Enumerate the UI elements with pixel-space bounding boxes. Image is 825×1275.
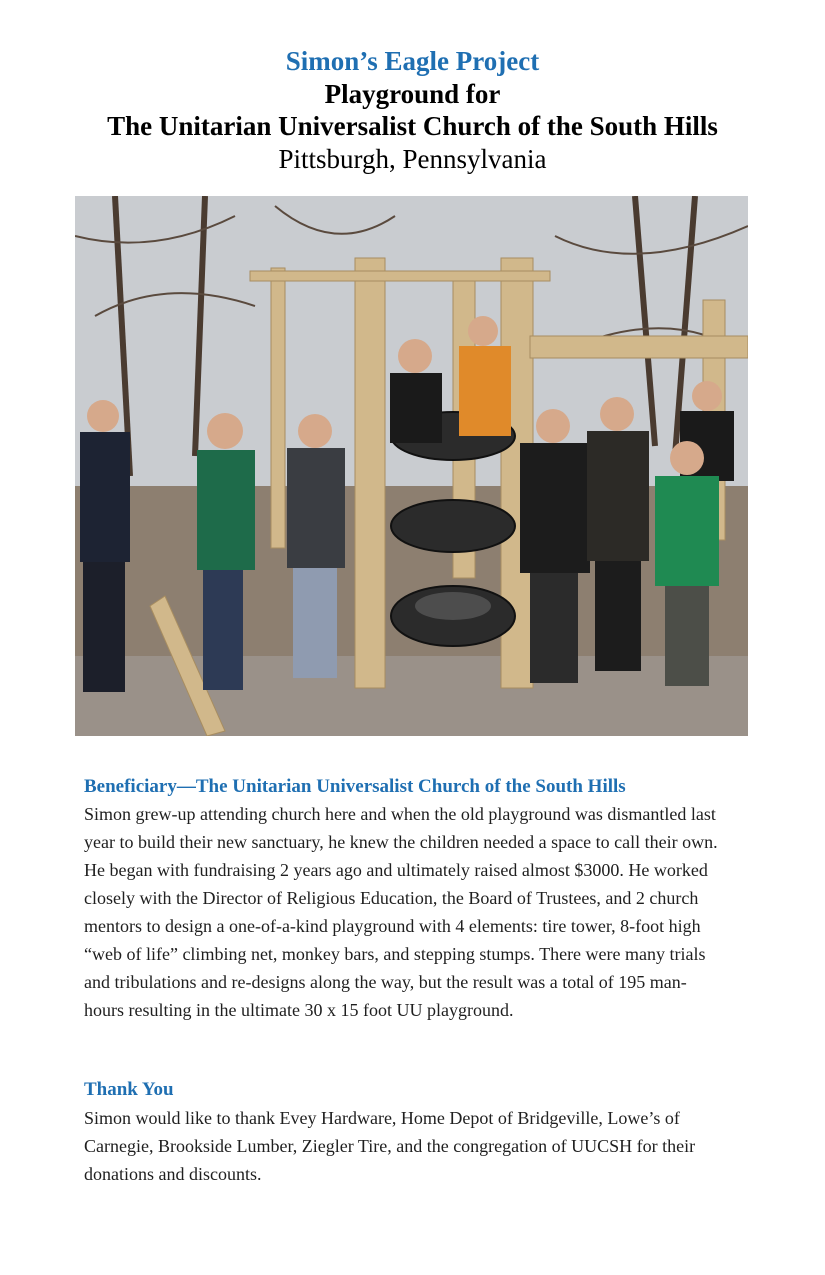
- location-line: Pittsburgh, Pennsylvania: [278, 144, 547, 174]
- paragraph-line: hours resulting in the ultimate 30 x 15 foot UU playground.: [84, 1000, 514, 1020]
- thanks-heading: Thank You: [84, 1079, 174, 1100]
- page-header: [0, 44, 825, 176]
- paragraph-line: and tribulations and re-designs along the way, but the result was a total of 195 man-: [84, 972, 687, 992]
- paragraph-line: He began with fundraising 2 years ago and ultimately raised almost $3000. He worked: [84, 860, 708, 880]
- paragraph-line: year to build their new sanctuary, he knew the children needed a space to call their own.: [84, 832, 718, 852]
- thanks-paragraph: [84, 1104, 784, 1188]
- group-photo: [75, 196, 748, 736]
- paragraph-line: Carnegie, Brookside Lumber, Ziegler Tire, and the congregation of UUCSH for their: [84, 1136, 696, 1156]
- paragraph-line: donations and discounts.: [84, 1164, 262, 1184]
- beneficiary-heading: Beneficiary—The Unitarian Universalist Church of the South Hills: [84, 776, 626, 797]
- paragraph-line: closely with the Director of Religious Education, the Board of Trustees, and 2 church: [84, 888, 699, 908]
- page-title: Simon’s Eagle Project: [285, 46, 540, 76]
- paragraph-line: Simon grew-up attending church here and when the old playground was dismantled last: [84, 804, 716, 824]
- subtitle-playground: Playground for: [324, 79, 501, 109]
- paragraph-line: “web of life” climbing net, monkey bars, and stepping stumps. There were many trials: [84, 944, 706, 964]
- beneficiary-paragraph: [84, 800, 784, 1024]
- subtitle-church: The Unitarian Universalist Church of the South Hills: [107, 111, 718, 141]
- paragraph-line: Simon would like to thank Evey Hardware, Home Depot of Bridgeville, Lowe’s of: [84, 1108, 680, 1128]
- paragraph-line: mentors to design a one-of-a-kind playground with 4 elements: tire tower, 8-foot high: [84, 916, 701, 936]
